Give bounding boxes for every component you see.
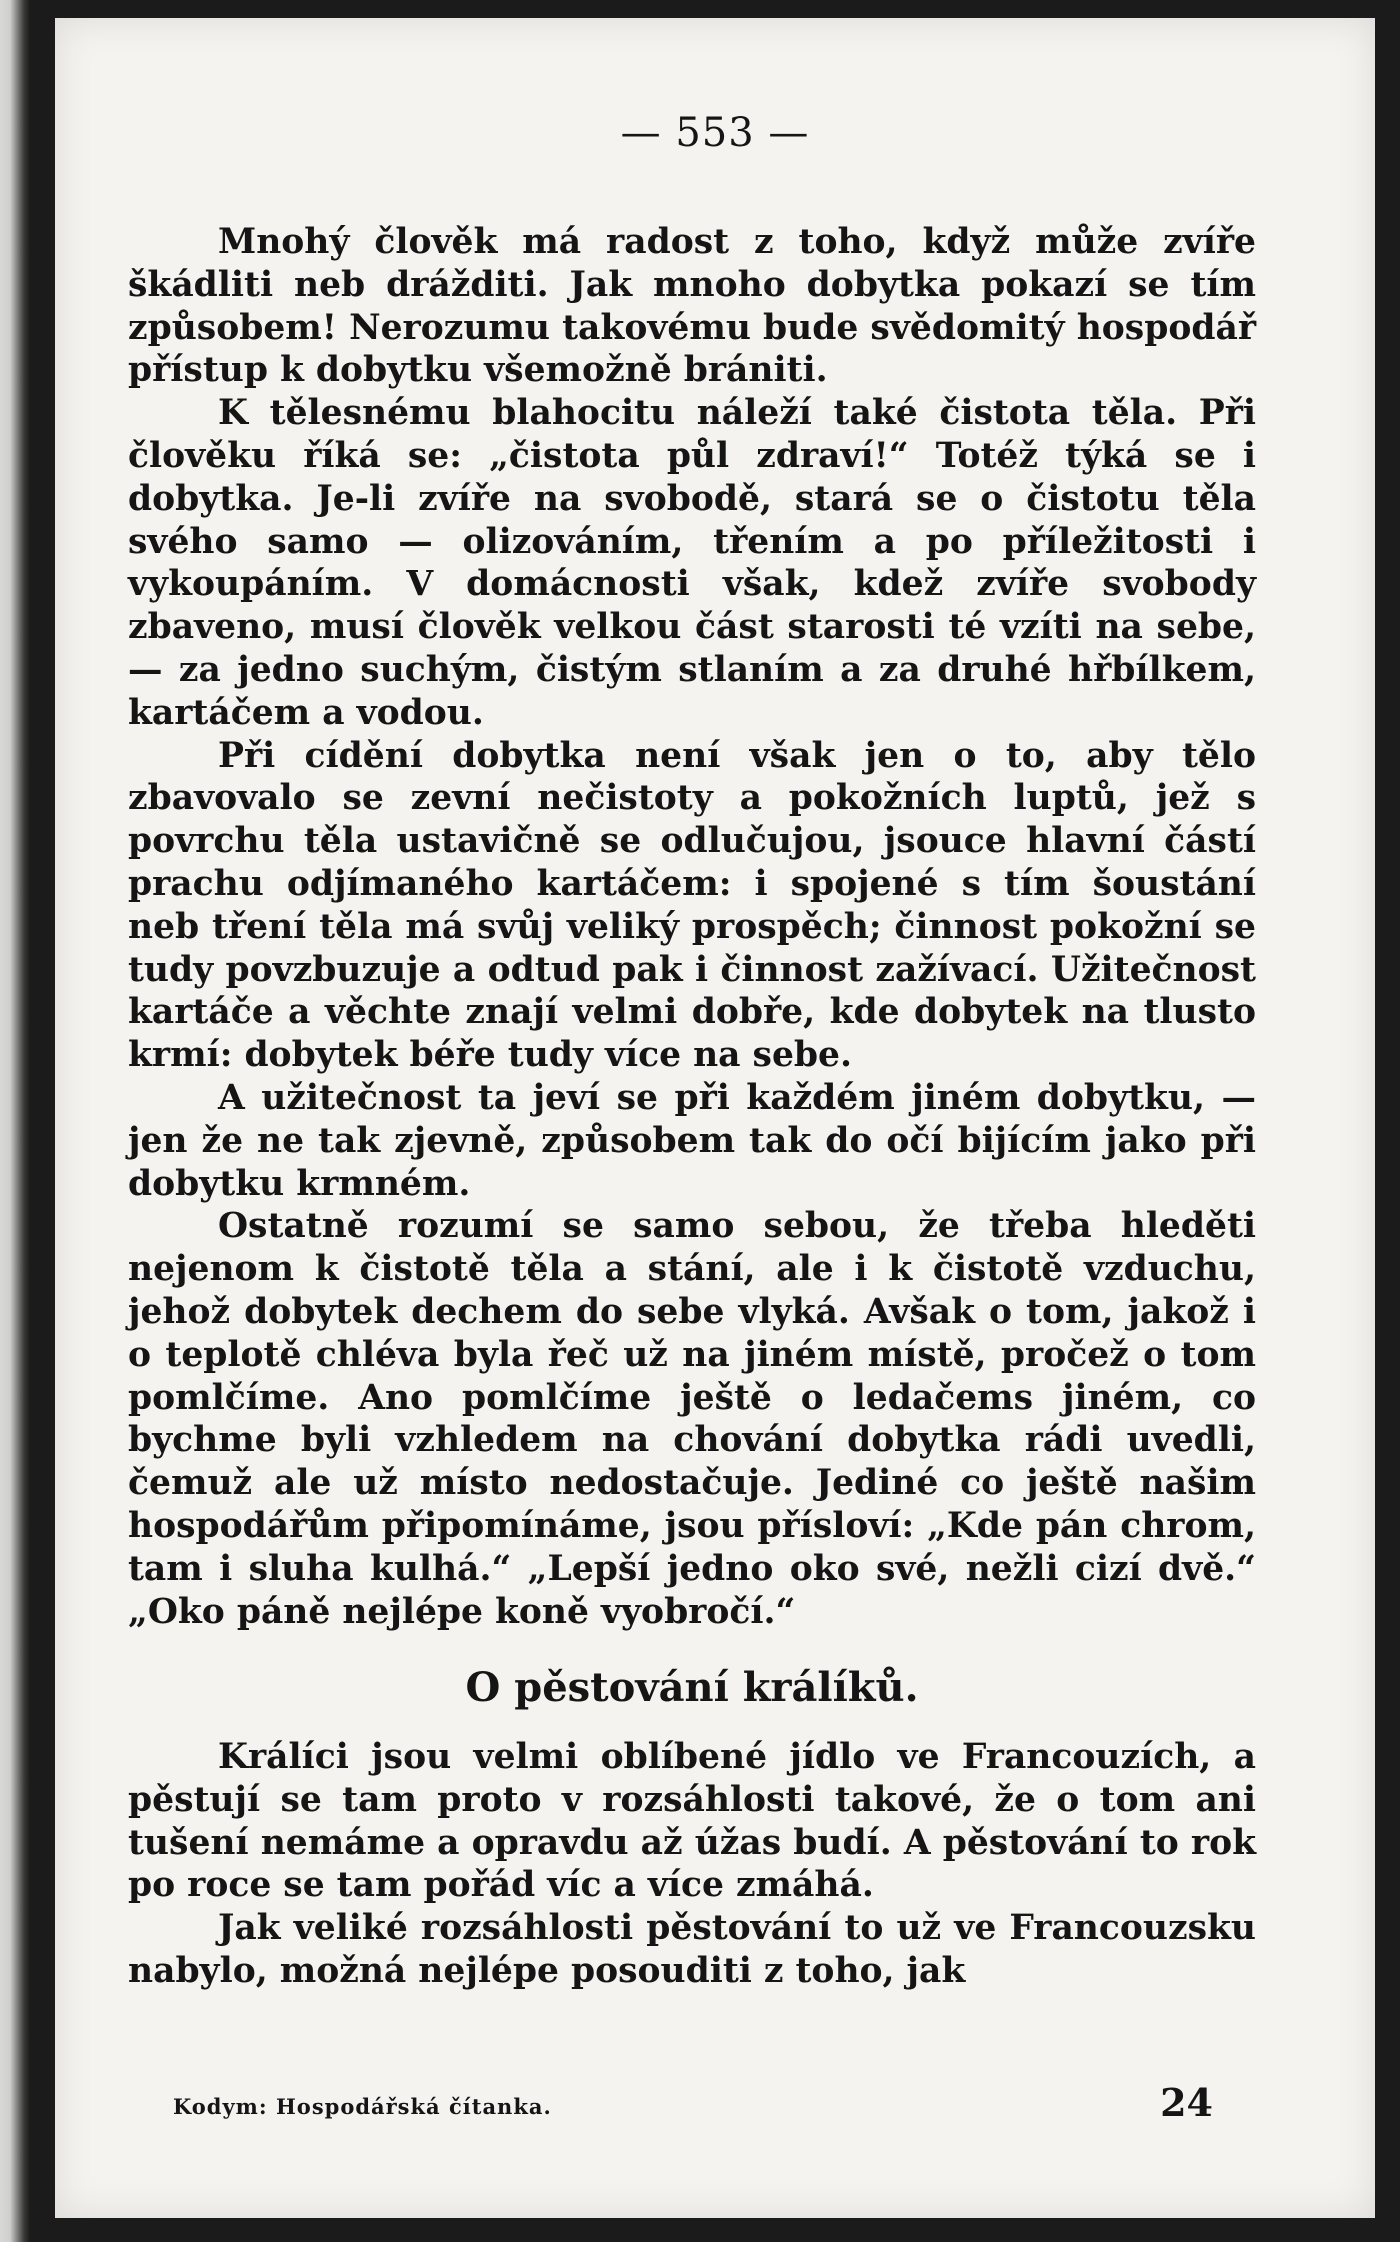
paragraph-3: Při cídění dobytka není však jen o to, aby tělo zbavovalo se zevní nečistoty a pokožních luptů, jež s povrchu těla ustavičně se odlučujou, jsouce hlavní částí prachu odjímaného kartáčem: i spojené s tím šoustání neb tření těla má svůj veliký prospěch; činnost pokožní se tudy povzbuzuje a odtud pak i činnost zažívací. Užitečnost kartáče a věchte znají velmi dobře, kde dobytek na tlusto krmí: dobytek béře tudy více na sebe. [128, 735, 1256, 1076]
footer-author-title: Kodym: Hospodářská čítanka. [173, 2094, 552, 2119]
paragraph-7: Jak veliké rozsáhlosti pěstování to už ve Francouzsku nabylo, možná nejlépe posouditi z toho, jak [128, 1908, 1256, 1992]
paragraph-5: Ostatně rozumí se samo sebou, že třeba hleděti nejenom k čistotě těla a stání, ale i k čistotě vzduchu, jehož dobytek dechem do sebe vlyká. Avšak o tom, jakož i o teplotě chléva byla řeč už na jiném místě, pročež o tom pomlčíme. Ano pomlčíme ještě o ledačems jiném, co bychme byli vzhledem na chování dobytka rádi uvedli, čemuž ale už místo nedostačuje. Jediné co ještě našim hospodářům připomínáme, jsou přísloví: „Kde pán chrom, tam i sluha kulhá.“ „Lepší jedno oko své, nežli cizí dvě.“ „Oko páně nejlépe koně vyobročí.“ [128, 1206, 1256, 1632]
signature-number: 24 [1160, 2080, 1213, 2125]
paragraph-1: Mnohý člověk má radost z toho, když může zvíře škádliti neb drážditi. Jak mnoho dobytka pokazí se tím způsobem! Nerozumu takovému bude svědomitý hospodář přístup k dobytku všemožně brániti. [128, 222, 1256, 391]
adjacent-page-edge [0, 0, 30, 2242]
page-body [128, 221, 1256, 1993]
paragraph-6: Králíci jsou velmi oblíbené jídlo ve Francouzích, a pěstují se tam proto v rozsáhlosti takové, že o tom ani tušení nemáme a opravdu až úžas budí. A pěstování to rok po roce se tam pořád víc a více zmáhá. [128, 1737, 1256, 1906]
paragraph-2: K tělesnému blahocitu náleží také čistota těla. Při člověku říká se: „čistota půl zdraví!“ Totéž týká se i dobytka. Je-li zvíře na svobodě, stará se o čistotu těla svého samo — olizováním, třením a po příležitosti i vykoupáním. V domácnosti však, kdež zvíře svobody zbaveno, musí člověk velkou část starosti té vzíti na sebe, — za jedno suchým, čistým stlaním a za druhé hřbílkem, kartáčem a vodou. [128, 393, 1256, 733]
section-title: O pěstování králíků. [465, 1664, 919, 1712]
book-page [55, 18, 1375, 2218]
paragraph-4: A užitečnost ta jeví se při každém jiném dobytku, — jen že ne tak zjevně, způsobem tak do očí bijícím jako při dobytku krmném. [128, 1077, 1256, 1204]
page-number: — 553 — [620, 110, 810, 156]
